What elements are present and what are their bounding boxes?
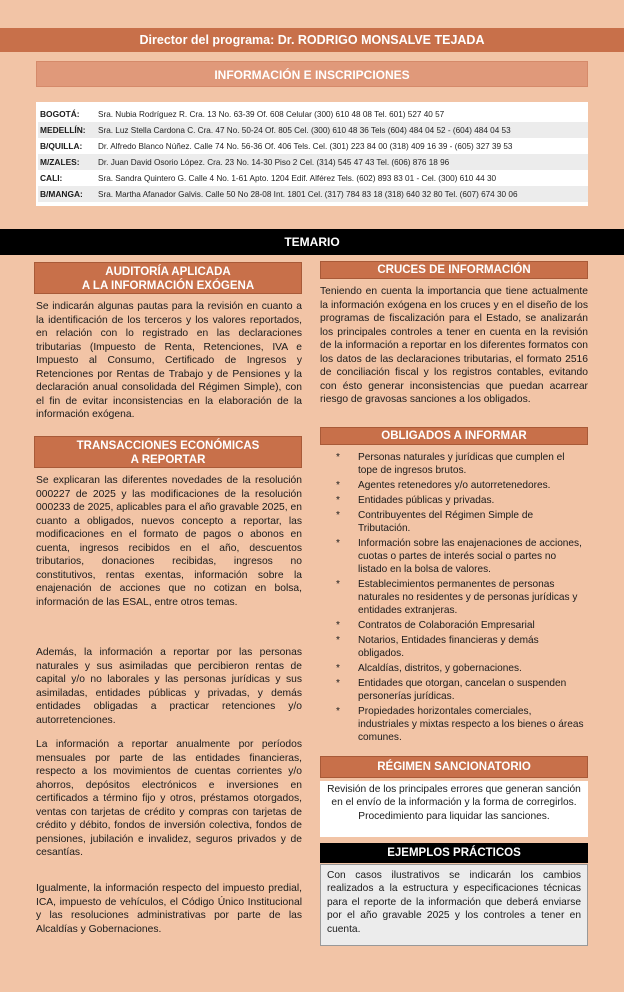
contact-row (38, 106, 588, 122)
ejemplos-heading: EJEMPLOS PRÁCTICOS (320, 843, 588, 863)
contact-city: M/ZALES: (40, 157, 80, 167)
contact-row (38, 186, 588, 202)
cruces-text: Teniendo en cuenta la importancia que tiene actualmente la información exógena en los cruces y en el diseño de los programas de fiscalización para el Estado, se analizarán los principales controles a tener en cuenta en la revisión de la información a reportar en los diferentes formatos con los datos de las declaraciones tributarias, el formato 2516 de conciliación fiscal y los registros contables, evitando con ésto generar inconsistencias que puedan acarrear riesgo de gravosas sanciones a los obligados. (320, 286, 588, 405)
list-item: * Agentes retenedores y/o autorretenedores. (330, 479, 585, 492)
list-item: * Contribuyentes del Régimen Simple de Tributación. (330, 509, 585, 535)
contact-info: Sra. Martha Afanador Galvis. Calle 50 No 28-08 Int. 1801 Cel. (317) 784 83 18 (318) 640 32 80 Tel. (607) 674 30 06 (98, 189, 518, 199)
auditoria-title-line1: AUDITORÍA APLICADA (105, 266, 231, 278)
list-item: * Personas naturales y jurídicas que cumplen el tope de ingresos brutos. (330, 451, 585, 477)
contact-info: Sra. Sandra Quintero G. Calle 4 No. 1-61 Apto. 1204 Edif. Alférez Tels. (602) 893 83 01 - Cel. (300) 610 44 30 (98, 173, 497, 183)
list-item: * Contratos de Colaboración Empresarial (330, 619, 585, 632)
contact-info: Sra. Nubia Rodríguez R. Cra. 13 No. 63-39 Of. 608 Celular (300) 610 48 08 Tel. 601) 527 40 57 (98, 109, 445, 119)
contact-row (38, 122, 588, 138)
contacts-table (36, 102, 588, 206)
transacciones-paragraph-1: Se explicaran las diferentes novedades de la resolución 000227 de 2025 y las modificaciones de la resolución 000233 de 2025, aplicables para el año gravable 2025, en cuanto a obligados, nuevos concepto a reportar, las modificaciones en el formato de pagos o abonos en cuenta, ingresos recibidos en el año, descuentos tributarios, donaciones recibidas, ingresos no constitutivos, rentas exentas, información sobre la enajenación de acciones que no cotizan en bolsa, información de las ESAL, entre otros temas. (36, 475, 302, 608)
program-director-banner (0, 28, 624, 52)
info-registration-heading: INFORMACIÓN E INSCRIPCIONES (36, 61, 588, 87)
contact-info: Dr. Juan David Osorio López. Cra. 23 No. 14-30 Piso 2 Cel. (314) 545 47 43 Tel. (606) 876 18 96 (98, 157, 450, 167)
list-item: * Establecimientos permanentes de personas naturales no residentes y de personas jurídicas y entidades extranjeras. (330, 578, 585, 617)
list-item: * Información sobre las enajenaciones de acciones, cuotas o partes de interés social o partes no listado en la bolsa de valores. (330, 537, 585, 576)
obligados-list (330, 451, 585, 746)
auditoria-text: Se indicarán algunas pautas para la revisión en cuanto a la identificación de los terceros y los valores reportados, en relación con lo registrado en las declaraciones tributarias (Impuesto de Renta, Retenciones, IVA e Impuesto al Consumo, Certificado de Ingresos y Retenciones por Rentas de Trabajo y de Pensiones y la declaración anual consolidada del Régimen Simple), con el fin de evitar inconsistencias en la elaboración de la información exógena. (36, 301, 302, 420)
contact-city: B/QUILLA: (40, 141, 83, 151)
regimen-heading: RÉGIMEN SANCIONATORIO (320, 756, 588, 778)
ejemplos-text: Con casos ilustrativos se indicarán los cambios realizados a la estructura y especificaciones técnicas para el reporte de la información que deberá enviarse por el año gravable 2025 y los controles a tener en cuenta. (320, 864, 588, 946)
contact-info: Sra. Luz Stella Cardona C. Cra. 47 No. 50-24 Of. 805 Cel. (300) 610 48 36 Tels (604) 484 04 52 - (604) 484 04 53 (98, 125, 511, 135)
auditoria-title-line2: A LA INFORMACIÓN EXÓGENA (81, 280, 255, 292)
auditoria-heading (34, 262, 302, 294)
transacciones-heading (34, 436, 302, 468)
transacciones-paragraph-2: Además, la información a reportar por las personas naturales y sus asimiladas que percibieron rentas de capital y/o no laborales y las personas jurídicas y sus asimiladas, entidades públicas y privadas, y demás entidades obligadas a practicar retenciones y/o autorretenciones. (36, 647, 302, 726)
list-item: * Notarios, Entidades financieras y demás obligados. (330, 634, 585, 660)
contact-info: Dr. Alfredo Blanco Núñez. Calle 74 No. 56-36 Of. 406 Tels. Cel. (301) 223 84 00 (318) 409 16 39 - (605) 327 39 53 (98, 141, 513, 151)
transacciones-title-line2: A REPORTAR (130, 454, 206, 466)
director-label: Director del programa: (139, 33, 275, 47)
director-name: Dr. RODRIGO MONSALVE TEJADA (277, 33, 485, 47)
list-item: * Entidades públicas y privadas. (330, 494, 585, 507)
obligados-heading: OBLIGADOS A INFORMAR (320, 427, 588, 445)
transacciones-title-line1: TRANSACCIONES ECONÓMICAS (76, 440, 260, 452)
contact-row (38, 154, 588, 170)
contact-row (38, 170, 588, 186)
contact-city: BOGOTÁ: (40, 109, 80, 119)
regimen-text: Revisión de los principales errores que generan sanción en el envío de la información y la forma de corregirlos. Procedimiento para liquidar las sanciones. (320, 781, 588, 837)
contact-row (38, 138, 588, 154)
contact-city: B/MANGA: (40, 189, 83, 199)
list-item: * Propiedades horizontales comerciales, industriales y mixtas respecto a los bienes o áreas comunes. (330, 705, 585, 744)
list-item: * Entidades que otorgan, cancelan o suspenden personerías jurídicas. (330, 677, 585, 703)
temario-heading: TEMARIO (0, 229, 624, 255)
transacciones-paragraph-4: Igualmente, la información respecto del impuesto predial, ICA, impuesto de vehículos, el Código Único Institucional y las resoluciones administrativas por parte de las Alcaldías y Gobernaciones. (36, 883, 302, 935)
contact-city: MEDELLÍN: (40, 125, 86, 135)
transacciones-paragraph-3: La información a reportar anualmente por períodos mensuales por parte de las entidades financieras, respecto a los movimientos de cuentas corrientes y/o ahorros, depósitos electrónicos e inversiones en certificados a término fijo y otros, préstamos otorgados, ventas con tarjetas de crédito y compras con tarjetas de crédito y débito, fondos de inversión colectiva, fondos de pensiones, jubilación e invalidez, seguros privados y de cesantías. (36, 739, 302, 858)
list-item: * Alcaldías, distritos, y gobernaciones. (330, 662, 585, 675)
contact-city: CALI: (40, 173, 63, 183)
cruces-heading: CRUCES DE INFORMACIÓN (320, 261, 588, 279)
